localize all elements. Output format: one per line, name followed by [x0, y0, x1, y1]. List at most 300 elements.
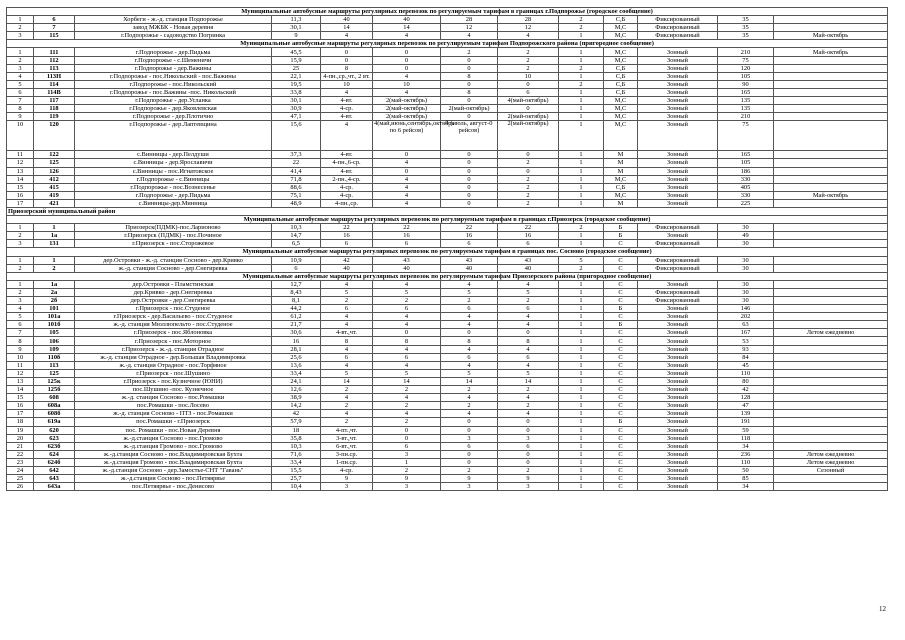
- table-cell: 1: [7, 48, 34, 56]
- table-cell: [774, 434, 888, 442]
- table-row: [7, 224, 888, 232]
- table-cell: 35: [718, 24, 774, 32]
- table-cell: 9: [321, 475, 373, 483]
- table-cell: 1: [559, 434, 604, 442]
- table-cell: [774, 256, 888, 264]
- table-cell: 8: [321, 337, 373, 345]
- table-cell: 642: [34, 466, 75, 474]
- table-cell: Зонный: [638, 121, 718, 151]
- table-cell: 48,9: [272, 199, 321, 207]
- table-row: [7, 345, 888, 353]
- table-cell: 1: [559, 361, 604, 369]
- table-cell: 120: [34, 121, 75, 151]
- table-cell: 30: [718, 280, 774, 288]
- table-cell: 34: [718, 483, 774, 491]
- table-cell: 113: [34, 361, 75, 369]
- table-cell: 1: [559, 56, 604, 64]
- table-cell: М: [604, 199, 638, 207]
- table-cell: 4-вт.: [321, 113, 373, 121]
- table-row: [7, 321, 888, 329]
- table-row: [7, 264, 888, 272]
- table-row: [7, 313, 888, 321]
- table-cell: 50: [718, 466, 774, 474]
- table-cell: Зонный: [638, 458, 718, 466]
- table-cell: Зонный: [638, 80, 718, 88]
- table-cell: 2: [559, 24, 604, 32]
- table-cell: С,Б: [604, 80, 638, 88]
- table-cell: 1: [559, 297, 604, 305]
- table-cell: 75,1: [272, 191, 321, 199]
- table-cell: 131: [34, 240, 75, 248]
- table-cell: 4-ср.: [321, 183, 373, 191]
- table-cell: 0: [373, 64, 441, 72]
- table-cell: 623: [34, 434, 75, 442]
- table-cell: 6,5: [272, 240, 321, 248]
- table-cell: 2: [7, 56, 34, 64]
- table-cell: 5: [441, 369, 498, 377]
- table-cell: [774, 199, 888, 207]
- table-cell: 9: [441, 475, 498, 483]
- table-cell: 7: [34, 24, 75, 32]
- table-cell: 1: [7, 256, 34, 264]
- table-cell: 1: [559, 369, 604, 377]
- table-row: [7, 410, 888, 418]
- table-cell: г.Приозерск - пос.Моторное: [75, 337, 272, 345]
- table-cell: 2: [373, 418, 441, 426]
- table-cell: 4: [498, 313, 559, 321]
- table-cell: 2б: [34, 297, 75, 305]
- table-cell: 105: [718, 159, 774, 167]
- table-cell: 3: [498, 434, 559, 442]
- table-cell: 2: [441, 48, 498, 56]
- table-cell: [774, 240, 888, 248]
- table-cell: Зонный: [638, 48, 718, 56]
- table-cell: 5: [498, 369, 559, 377]
- table-cell: 2: [498, 56, 559, 64]
- table-cell: 28: [441, 16, 498, 24]
- table-cell: пос.Ромашки - пос.Лосево: [75, 402, 272, 410]
- table-cell: 14,7: [272, 232, 321, 240]
- table-cell: 4: [321, 410, 373, 418]
- table-cell: 4: [373, 345, 441, 353]
- table-cell: 1: [7, 224, 34, 232]
- table-cell: 105: [718, 72, 774, 80]
- table-cell: С: [604, 264, 638, 272]
- table-cell: 643а: [34, 483, 75, 491]
- table-cell: 4: [441, 410, 498, 418]
- table-cell: г.Приозерск - ж.-д. станция Отрадное: [75, 345, 272, 353]
- table-row: [7, 97, 888, 105]
- table-cell: 7: [7, 329, 34, 337]
- table-cell: 14: [321, 377, 373, 385]
- table-cell: пос.Ромашки - г.Приозерск: [75, 418, 272, 426]
- table-cell: 71,8: [272, 175, 321, 183]
- table-cell: 3: [373, 483, 441, 491]
- table-cell: 2: [498, 191, 559, 199]
- table-cell: г.Подпорожье - дер.Яковлевская: [75, 105, 272, 113]
- table-cell: 4: [321, 321, 373, 329]
- table-cell: 25: [7, 475, 34, 483]
- table-cell: 2(май-октябрь): [441, 105, 498, 113]
- table-row: [7, 105, 888, 113]
- table-cell: 43: [441, 256, 498, 264]
- table-cell: 4-вт.: [321, 167, 373, 175]
- table-cell: 4: [373, 313, 441, 321]
- table-cell: 75: [718, 121, 774, 151]
- table-cell: 110: [718, 458, 774, 466]
- table-cell: Сезонный: [774, 466, 888, 474]
- table-cell: г.Приозерск - пос.Студеное: [75, 305, 272, 313]
- table-cell: 4(май-октябрь): [498, 97, 559, 105]
- table-cell: 2: [321, 386, 373, 394]
- table-cell: 4: [7, 72, 34, 80]
- table-cell: 4-пн.,6-ср.: [321, 159, 373, 167]
- table-cell: 4: [498, 321, 559, 329]
- table-cell: ж.-д.станция Сосново - пос.Громово: [75, 434, 272, 442]
- table-cell: Летом ежедневно: [774, 329, 888, 337]
- table-cell: 4: [441, 361, 498, 369]
- table-cell: г.Подпорожье - дер.Пидьма: [75, 191, 272, 199]
- table-cell: ж.-д.станция Громово - пос.Громово: [75, 442, 272, 450]
- table-cell: 225: [718, 199, 774, 207]
- table-cell: 2: [559, 16, 604, 24]
- table-cell: 40: [373, 16, 441, 24]
- table-cell: 0: [441, 175, 498, 183]
- table-cell: ж.-д.станция Сосново - дер.Замостье-СНТ "Гавань": [75, 466, 272, 474]
- table-cell: 114В: [34, 88, 75, 96]
- table-cell: 10: [373, 80, 441, 88]
- table-cell: [774, 167, 888, 175]
- table-cell: 167: [718, 329, 774, 337]
- table-cell: 1: [559, 175, 604, 183]
- table-cell: 0: [498, 151, 559, 159]
- table-cell: С: [604, 377, 638, 385]
- table-cell: с.Винницы - дер.Пелдуши: [75, 151, 272, 159]
- table-cell: 2(май-октябрь): [373, 105, 441, 113]
- table-cell: 126: [34, 167, 75, 175]
- table-row: [7, 72, 888, 80]
- table-cell: 22: [272, 159, 321, 167]
- table-cell: г.Приозерск (ПДМК) - пос.Починое: [75, 232, 272, 240]
- table-cell: 1: [559, 183, 604, 191]
- table-cell: 1: [559, 88, 604, 96]
- table-cell: 330: [718, 175, 774, 183]
- table-cell: 6: [321, 240, 373, 248]
- table-cell: 1: [559, 418, 604, 426]
- section-header-sosnovo: [7, 248, 888, 256]
- table-cell: 624б: [34, 458, 75, 466]
- table-cell: 0: [373, 151, 441, 159]
- table-cell: 8: [441, 337, 498, 345]
- table-cell: 33,4: [272, 458, 321, 466]
- table-cell: 9: [498, 475, 559, 483]
- table-cell: С: [604, 240, 638, 248]
- table-cell: 8,1: [272, 297, 321, 305]
- table-cell: 0: [373, 426, 441, 434]
- table-cell: 1: [559, 442, 604, 450]
- table-cell: 16: [373, 232, 441, 240]
- district-header: [7, 207, 888, 215]
- table-cell: 61,2: [272, 313, 321, 321]
- table-cell: 623б: [34, 442, 75, 450]
- table-cell: 8,43: [272, 288, 321, 296]
- table-cell: 118: [718, 434, 774, 442]
- table-cell: г.Приозерск - дер.Васильево - пос.Студеное: [75, 313, 272, 321]
- table-cell: 35: [718, 32, 774, 40]
- table-cell: 210: [718, 48, 774, 56]
- table-cell: г.Подпорожье - пос.Никольский - пос.Важины: [75, 72, 272, 80]
- routes-table: [6, 7, 888, 491]
- table-cell: С,Б: [604, 88, 638, 96]
- table-cell: 2: [498, 199, 559, 207]
- table-cell: 1: [559, 288, 604, 296]
- table-cell: 2: [498, 175, 559, 183]
- table-cell: [774, 88, 888, 96]
- table-cell: 14: [7, 386, 34, 394]
- table-cell: 1: [559, 48, 604, 56]
- table-cell: [774, 475, 888, 483]
- table-cell: [774, 345, 888, 353]
- table-cell: 0: [441, 450, 498, 458]
- table-cell: 0: [441, 458, 498, 466]
- table-cell: 4: [498, 280, 559, 288]
- table-cell: 0: [441, 97, 498, 105]
- table-cell: г.Подпорожье - с.Винницы: [75, 175, 272, 183]
- table-cell: 14: [441, 377, 498, 385]
- table-cell: С,Б: [604, 72, 638, 80]
- table-cell: Зонный: [638, 321, 718, 329]
- table-cell: 30,9: [272, 105, 321, 113]
- table-cell: 112: [34, 56, 75, 64]
- table-cell: 2: [559, 64, 604, 72]
- table-cell: 16: [7, 191, 34, 199]
- table-cell: 146: [718, 305, 774, 313]
- table-cell: 2: [7, 264, 34, 272]
- table-cell: 2: [498, 48, 559, 56]
- table-cell: [774, 426, 888, 434]
- table-row: [7, 329, 888, 337]
- table-cell: 33,4: [272, 369, 321, 377]
- table-cell: 8: [441, 72, 498, 80]
- table-cell: 6: [7, 88, 34, 96]
- table-cell: дер.Кривко - дер.Снегиревка: [75, 288, 272, 296]
- table-cell: 2: [498, 386, 559, 394]
- table-cell: Май-октябрь: [774, 32, 888, 40]
- table-cell: [774, 105, 888, 113]
- table-cell: [774, 151, 888, 159]
- table-cell: 0: [498, 329, 559, 337]
- table-cell: [774, 224, 888, 232]
- table-cell: 16: [321, 232, 373, 240]
- table-row: [7, 297, 888, 305]
- table-cell: С: [604, 442, 638, 450]
- table-cell: 2: [373, 297, 441, 305]
- table-cell: 125к: [34, 377, 75, 385]
- routes-table-body: [7, 8, 888, 491]
- table-cell: 2(май-октябрь): [373, 113, 441, 121]
- table-cell: 40: [441, 264, 498, 272]
- table-cell: Зонный: [638, 345, 718, 353]
- table-cell: М,С: [604, 175, 638, 183]
- table-cell: 4: [373, 361, 441, 369]
- table-cell: 30: [718, 240, 774, 248]
- table-cell: 4: [321, 88, 373, 96]
- table-cell: М,С: [604, 105, 638, 113]
- table-cell: Зонный: [638, 442, 718, 450]
- table-cell: 4-пн.,ср.: [321, 199, 373, 207]
- table-row: [7, 402, 888, 410]
- table-cell: 12,7: [272, 280, 321, 288]
- table-cell: 106: [34, 337, 75, 345]
- table-cell: 8: [441, 88, 498, 96]
- table-cell: 2: [498, 64, 559, 72]
- table-cell: 0: [498, 80, 559, 88]
- table-cell: 6: [441, 442, 498, 450]
- table-cell: г.Приозерск - пос.Сторожевое: [75, 240, 272, 248]
- table-cell: 619а: [34, 418, 75, 426]
- table-cell: 15,5: [272, 466, 321, 474]
- table-cell: 0: [321, 56, 373, 64]
- table-cell: 12: [7, 159, 34, 167]
- table-cell: 25,6: [272, 353, 321, 361]
- table-cell: 9: [7, 113, 34, 121]
- table-cell: 88,6: [272, 183, 321, 191]
- table-cell: [774, 121, 888, 151]
- table-cell: [774, 113, 888, 121]
- table-cell: 21,7: [272, 321, 321, 329]
- table-cell: Зонный: [638, 199, 718, 207]
- table-cell: 1: [559, 72, 604, 80]
- table-cell: г.Подпорожье - пос.Вознесенье: [75, 183, 272, 191]
- table-cell: Зонный: [638, 151, 718, 159]
- table-cell: 405: [718, 183, 774, 191]
- table-row: [7, 288, 888, 296]
- table-cell: Зонный: [638, 167, 718, 175]
- table-cell: С: [604, 313, 638, 321]
- table-row: [7, 199, 888, 207]
- table-cell: 5: [7, 80, 34, 88]
- table-cell: 125: [34, 159, 75, 167]
- section-title: Муниципальные автобусные маршруты регулярных перевозок по регулируемым тарифам Подпорожского района (пригородное сообщение): [7, 40, 888, 48]
- table-cell: 110: [718, 369, 774, 377]
- table-cell: 114: [34, 80, 75, 88]
- table-cell: 3: [7, 297, 34, 305]
- table-cell: 0: [498, 458, 559, 466]
- table-cell: 3-пн.ср.: [321, 450, 373, 458]
- table-cell: Хорбеги - ж.-д. станция Подпорожье: [75, 16, 272, 24]
- table-cell: ж.-д. станция Отрадное - пос.Торфяное: [75, 361, 272, 369]
- table-cell: пос.Шушино -пос. Кузнечное: [75, 386, 272, 394]
- table-cell: 135: [718, 97, 774, 105]
- table-cell: 0: [373, 48, 441, 56]
- table-cell: ж.-д.станция Громово - пос.Владимировская Бухта: [75, 458, 272, 466]
- table-cell: г.Подпорожье - с.Шеменичи: [75, 56, 272, 64]
- table-cell: 0: [441, 64, 498, 72]
- table-cell: 1: [559, 386, 604, 394]
- table-cell: 30: [718, 264, 774, 272]
- table-cell: 1: [559, 345, 604, 353]
- table-cell: [774, 321, 888, 329]
- table-cell: 14: [373, 24, 441, 32]
- table-cell: [774, 377, 888, 385]
- table-cell: 5: [321, 288, 373, 296]
- table-cell: Зонный: [638, 72, 718, 80]
- table-cell: 22: [321, 224, 373, 232]
- table-cell: Б: [604, 321, 638, 329]
- table-cell: 101а: [34, 313, 75, 321]
- table-cell: 4: [441, 313, 498, 321]
- table-cell: 115: [34, 32, 75, 40]
- table-cell: 47,1: [272, 113, 321, 121]
- table-row: [7, 175, 888, 183]
- section-header-podporozhye-city: [7, 8, 888, 16]
- table-cell: 2: [373, 386, 441, 394]
- table-cell: 1: [559, 240, 604, 248]
- table-cell: 101б: [34, 321, 75, 329]
- table-cell: 4-пт.,чт.: [321, 426, 373, 434]
- table-cell: Зонный: [638, 280, 718, 288]
- table-cell: С: [604, 394, 638, 402]
- table-cell: [774, 337, 888, 345]
- table-cell: 4: [498, 394, 559, 402]
- table-cell: 10,3: [272, 442, 321, 450]
- table-cell: Зонный: [638, 394, 718, 402]
- table-cell: 1: [7, 16, 34, 24]
- table-cell: Зонный: [638, 386, 718, 394]
- table-cell: Зонный: [638, 466, 718, 474]
- table-cell: 421: [34, 199, 75, 207]
- table-cell: 3: [441, 483, 498, 491]
- table-cell: 2(май-октябрь): [373, 97, 441, 105]
- table-cell: г.Подпорожье - дер.Лаптевщина: [75, 121, 272, 151]
- table-row: [7, 167, 888, 175]
- table-cell: 2: [321, 297, 373, 305]
- table-cell: 4: [441, 394, 498, 402]
- table-cell: 4: [373, 72, 441, 80]
- table-cell: 17: [7, 199, 34, 207]
- table-cell: 8: [7, 105, 34, 113]
- table-cell: 1: [559, 466, 604, 474]
- table-cell: 6-вт.,чт.: [321, 442, 373, 450]
- table-cell: с.Винницы - пос.Игнатовское: [75, 167, 272, 175]
- table-cell: 1: [559, 151, 604, 159]
- table-cell: 2: [498, 466, 559, 474]
- table-cell: 4: [498, 410, 559, 418]
- table-cell: 101: [34, 305, 75, 313]
- table-cell: Фиксированный: [638, 288, 718, 296]
- table-cell: 3-вт.,чт.: [321, 434, 373, 442]
- table-cell: М,С: [604, 121, 638, 151]
- table-row: [7, 361, 888, 369]
- table-cell: 4-вт.,чт.: [321, 329, 373, 337]
- table-cell: 2а: [34, 288, 75, 296]
- table-cell: 135: [718, 105, 774, 113]
- section-title: Муниципальные автобусные маршруты регулярных перевозок по регулируемым тарифам в границах г.Приозерск (городское сообщение): [7, 216, 888, 224]
- table-cell: 47: [718, 402, 774, 410]
- table-cell: 2-пн.,4-ср.: [321, 175, 373, 183]
- table-cell: 16: [7, 402, 34, 410]
- table-cell: г.Подпорожье - дер.Важины: [75, 64, 272, 72]
- table-cell: 7: [7, 97, 34, 105]
- table-cell: 128: [718, 394, 774, 402]
- table-cell: 45,5: [272, 48, 321, 56]
- table-cell: 4: [498, 361, 559, 369]
- table-cell: 1: [559, 458, 604, 466]
- table-cell: 2: [7, 24, 34, 32]
- table-cell: 4: [321, 361, 373, 369]
- table-cell: 1: [559, 167, 604, 175]
- table-cell: 125б: [34, 386, 75, 394]
